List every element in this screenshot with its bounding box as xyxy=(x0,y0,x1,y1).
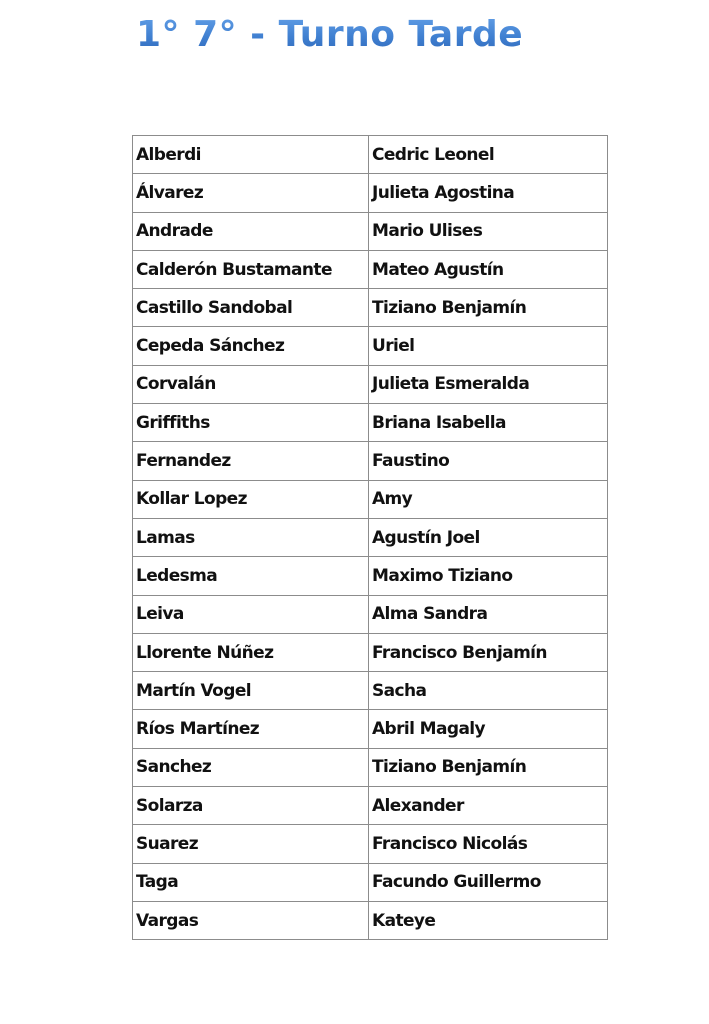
table-row xyxy=(133,136,608,174)
table-row xyxy=(133,365,608,403)
last-name-cell: Andrade xyxy=(133,212,369,250)
first-name-cell: Maximo Tiziano xyxy=(369,557,608,595)
last-name-cell: Martín Vogel xyxy=(133,672,369,710)
first-name-cell: Amy xyxy=(369,480,608,518)
last-name-cell: Griffiths xyxy=(133,404,369,442)
first-name-cell: Faustino xyxy=(369,442,608,480)
table-row xyxy=(133,748,608,786)
first-name-cell: Mateo Agustín xyxy=(369,250,608,288)
first-name-cell: Agustín Joel xyxy=(369,518,608,556)
table-row xyxy=(133,250,608,288)
last-name-cell: Llorente Núñez xyxy=(133,633,369,671)
last-name-cell: Taga xyxy=(133,863,369,901)
last-name-cell: Leiva xyxy=(133,595,369,633)
table-row xyxy=(133,212,608,250)
first-name-cell: Mario Ulises xyxy=(369,212,608,250)
first-name-cell: Tiziano Benjamín xyxy=(369,748,608,786)
first-name-cell: Uriel xyxy=(369,327,608,365)
last-name-cell: Calderón Bustamante xyxy=(133,250,369,288)
student-roster-body xyxy=(133,136,608,940)
table-row xyxy=(133,633,608,671)
last-name-cell: Vargas xyxy=(133,901,369,939)
table-row xyxy=(133,863,608,901)
last-name-cell: Corvalán xyxy=(133,365,369,403)
table-row xyxy=(133,404,608,442)
last-name-cell: Álvarez xyxy=(133,174,369,212)
table-row xyxy=(133,787,608,825)
last-name-cell: Kollar Lopez xyxy=(133,480,369,518)
last-name-cell: Solarza xyxy=(133,787,369,825)
first-name-cell: Alexander xyxy=(369,787,608,825)
first-name-cell: Facundo Guillermo xyxy=(369,863,608,901)
table-row xyxy=(133,825,608,863)
last-name-cell: Ledesma xyxy=(133,557,369,595)
first-name-cell: Francisco Benjamín xyxy=(369,633,608,671)
first-name-cell: Julieta Esmeralda xyxy=(369,365,608,403)
first-name-cell: Abril Magaly xyxy=(369,710,608,748)
table-row xyxy=(133,710,608,748)
table-row xyxy=(133,327,608,365)
table-row xyxy=(133,901,608,939)
last-name-cell: Suarez xyxy=(133,825,369,863)
first-name-cell: Julieta Agostina xyxy=(369,174,608,212)
first-name-cell: Briana Isabella xyxy=(369,404,608,442)
last-name-cell: Alberdi xyxy=(133,136,369,174)
last-name-cell: Castillo Sandobal xyxy=(133,289,369,327)
table-row xyxy=(133,518,608,556)
first-name-cell: Kateye xyxy=(369,901,608,939)
last-name-cell: Lamas xyxy=(133,518,369,556)
first-name-cell: Cedric Leonel xyxy=(369,136,608,174)
table-row xyxy=(133,442,608,480)
first-name-cell: Alma Sandra xyxy=(369,595,608,633)
last-name-cell: Fernandez xyxy=(133,442,369,480)
table-row xyxy=(133,480,608,518)
table-row xyxy=(133,595,608,633)
last-name-cell: Sanchez xyxy=(133,748,369,786)
table-row xyxy=(133,672,608,710)
table-row xyxy=(133,174,608,212)
first-name-cell: Francisco Nicolás xyxy=(369,825,608,863)
table-row xyxy=(133,557,608,595)
first-name-cell: Sacha xyxy=(369,672,608,710)
last-name-cell: Ríos Martínez xyxy=(133,710,369,748)
page-title: 1° 7° - Turno Tarde xyxy=(136,10,523,60)
student-roster-table xyxy=(132,135,608,940)
last-name-cell: Cepeda Sánchez xyxy=(133,327,369,365)
first-name-cell: Tiziano Benjamín xyxy=(369,289,608,327)
table-row xyxy=(133,289,608,327)
